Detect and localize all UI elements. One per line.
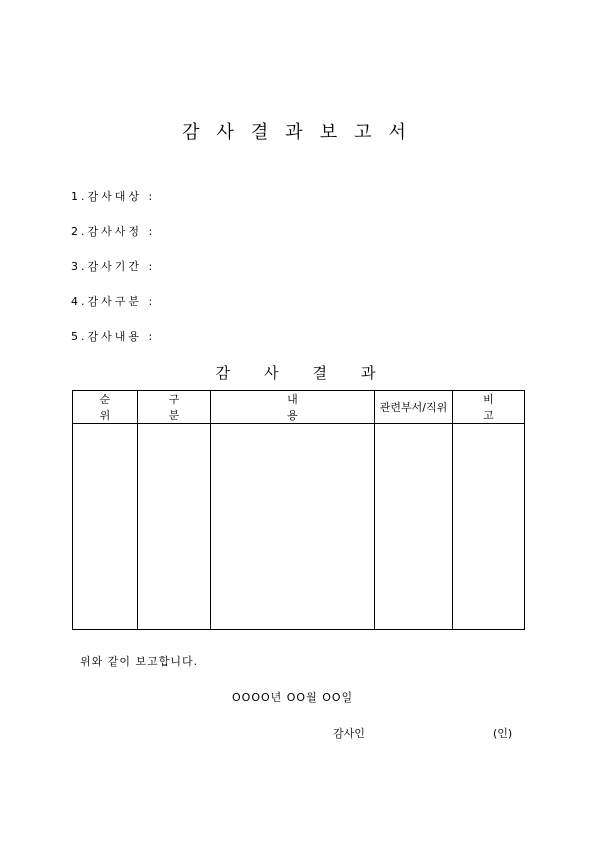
report-statement: 위와 같이 보고합니다. xyxy=(80,655,199,668)
field-audit-circumstance: 2.감사사정 : xyxy=(71,225,156,238)
auditor-label: 감사인 xyxy=(333,727,365,740)
cell-category xyxy=(138,424,211,630)
header-content: 내용 xyxy=(211,391,375,424)
field-audit-period: 3.감사기간 : xyxy=(71,260,156,273)
table-row xyxy=(73,424,525,630)
cell-content xyxy=(211,424,375,630)
field-audit-category: 4.감사구분 : xyxy=(71,295,156,308)
cell-remarks xyxy=(453,424,525,630)
section-title-results: 감사결과 xyxy=(215,364,410,382)
header-category: 구분 xyxy=(138,391,211,424)
field-audit-content: 5.감사내용 : xyxy=(71,330,156,343)
document-title: 감사결과보고서 xyxy=(182,122,423,143)
seal-label: (인) xyxy=(493,727,513,740)
results-table xyxy=(72,390,525,630)
field-audit-target: 1.감사대상 : xyxy=(71,190,156,203)
table-header-row xyxy=(73,391,525,424)
header-rank: 순위 xyxy=(73,391,138,424)
cell-department xyxy=(375,424,453,630)
header-department: 관련부서/직위 xyxy=(375,391,453,424)
report-date: OOOO년 OO월 OO일 xyxy=(232,691,354,704)
header-remarks: 비고 xyxy=(453,391,525,424)
cell-rank xyxy=(73,424,138,630)
